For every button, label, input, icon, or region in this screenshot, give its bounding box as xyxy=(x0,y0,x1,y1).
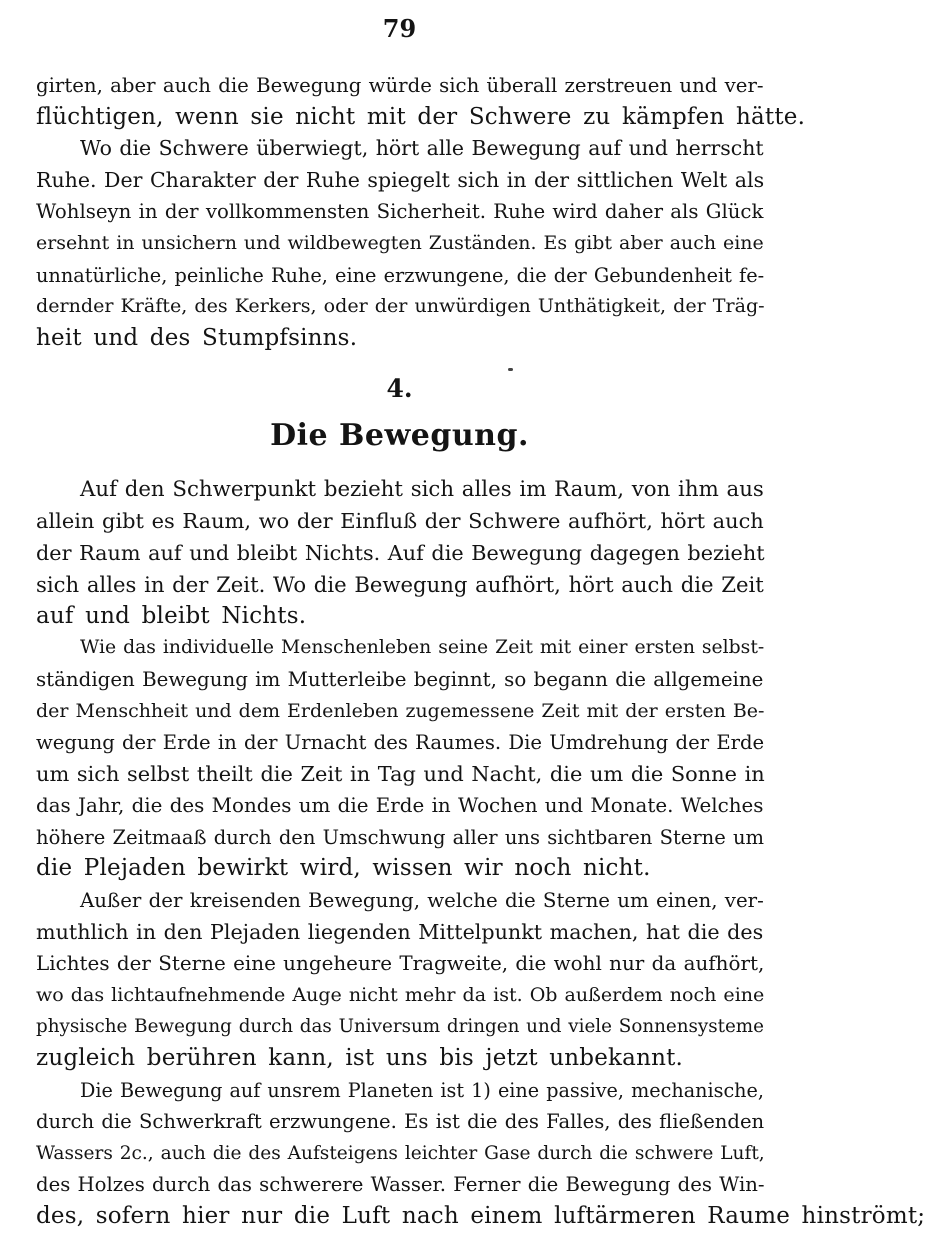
page-number: 79 xyxy=(382,14,417,43)
text-line: der Raum auf und bleibt Nichts. Auf die Bewegung dagegen bezieht xyxy=(36,540,765,565)
text-line: physische Bewegung durch das Universum dringen und viele Sonnensysteme xyxy=(36,1016,764,1038)
text-line: unnatürliche, peinliche Ruhe, eine erzwungene, die der Gebundenheit fe- xyxy=(36,263,765,287)
text-after-section xyxy=(36,474,925,1232)
paragraph xyxy=(36,474,763,632)
text-line: das Jahr, die des Mondes um die Erde in Wochen und Monate. Welches xyxy=(36,794,764,818)
text-line: Wassers 2c., auch die des Aufsteigens leichter Gase durch die schwere Luft, xyxy=(36,1142,765,1164)
text-line: Wie das individuelle Menschenleben seine Zeit mit einer ersten selbst- xyxy=(80,637,765,659)
text-line: muthlich in den Plejaden liegenden Mittelpunkt machen, hat die des xyxy=(36,919,764,944)
text-line: wo das lichtaufnehmende Auge nicht mehr da ist. Ob außerdem noch eine xyxy=(36,983,765,1006)
text-line: dernder Kräfte, des Kerkers, oder der unwürdigen Unthätigkeit, der Träg- xyxy=(36,295,765,318)
paragraph xyxy=(36,885,763,1075)
text-line: Lichtes der Sterne eine ungeheure Tragweite, die wohl nur da aufhört, xyxy=(36,952,765,976)
text-line: Die Bewegung auf unsrem Planeten ist 1) eine passive, mechanische, xyxy=(80,1078,764,1102)
text-line: flüchtigen, wenn sie nicht mit der Schwere zu kämpfen hätte. xyxy=(36,103,806,130)
text-line: wegung der Erde in der Urnacht des Raumes. Die Umdrehung der Erde xyxy=(36,731,765,755)
text-line: des, sofern hier nur die Luft nach einem luftärmeren Raume hinströmt; xyxy=(36,1203,925,1229)
text-line: um sich selbst theilt die Zeit in Tag und Nacht, die um die Sonne in xyxy=(36,761,765,786)
text-line: ersehnt in unsichern und wildbewegten Zuständen. Es gibt aber auch eine xyxy=(36,231,764,254)
paragraph xyxy=(36,133,763,354)
text-line: girten, aber auch die Bewegung würde sich überall zerstreuen und ver- xyxy=(36,74,764,97)
text-line: allein gibt es Raum, wo der Einfluß der Schwere aufhört, hört auch xyxy=(36,508,764,533)
text-line: der Menschheit und dem Erdenleben zugemessene Zeit mit der ersten Be- xyxy=(36,699,765,722)
print-speck xyxy=(508,368,513,371)
paragraph xyxy=(36,1075,925,1233)
text-line: auf und bleibt Nichts. xyxy=(36,602,307,629)
text-line: ständigen Bewegung im Mutterleibe beginnt, so begann die allgemeine xyxy=(36,667,764,691)
text-line: Ruhe. Der Charakter der Ruhe spiegelt sich in der sittlichen Welt als xyxy=(36,167,765,192)
text-line: Außer der kreisenden Bewegung, welche die Sterne um einen, ver- xyxy=(80,889,764,913)
text-line: heit und des Stumpfsinns. xyxy=(36,324,358,351)
section-number: 4. xyxy=(386,374,413,404)
text-line: die Plejaden bewirkt wird, wissen wir noch nicht. xyxy=(36,855,651,882)
text-before-section xyxy=(36,70,806,354)
text-line: sich alles in der Zeit. Wo die Bewegung aufhört, hört auch die Zeit xyxy=(36,572,764,598)
text-line: Auf den Schwerpunkt bezieht sich alles im Raum, von ihm aus xyxy=(80,477,764,503)
text-line: durch die Schwerkraft erzwungene. Es ist die des Falles, des fließenden xyxy=(36,1110,765,1134)
text-line: Wo die Schwere überwiegt, hört alle Bewegung auf und herrscht xyxy=(80,136,764,161)
text-line: des Holzes durch das schwerere Wasser. Ferner die Bewegung des Win- xyxy=(36,1173,765,1197)
text-line: höhere Zeitmaaß durch den Umschwung aller uns sichtbaren Sterne um xyxy=(36,825,765,849)
paragraph xyxy=(36,632,763,885)
text-line: Wohlseyn in der vollkommensten Sicherheit. Ruhe wird daher als Glück xyxy=(36,200,764,224)
text-line: zugleich berühren kann, ist uns bis jetzt unbekannt. xyxy=(36,1045,684,1072)
section-title: Die Bewegung. xyxy=(270,418,529,454)
paragraph xyxy=(36,70,806,133)
